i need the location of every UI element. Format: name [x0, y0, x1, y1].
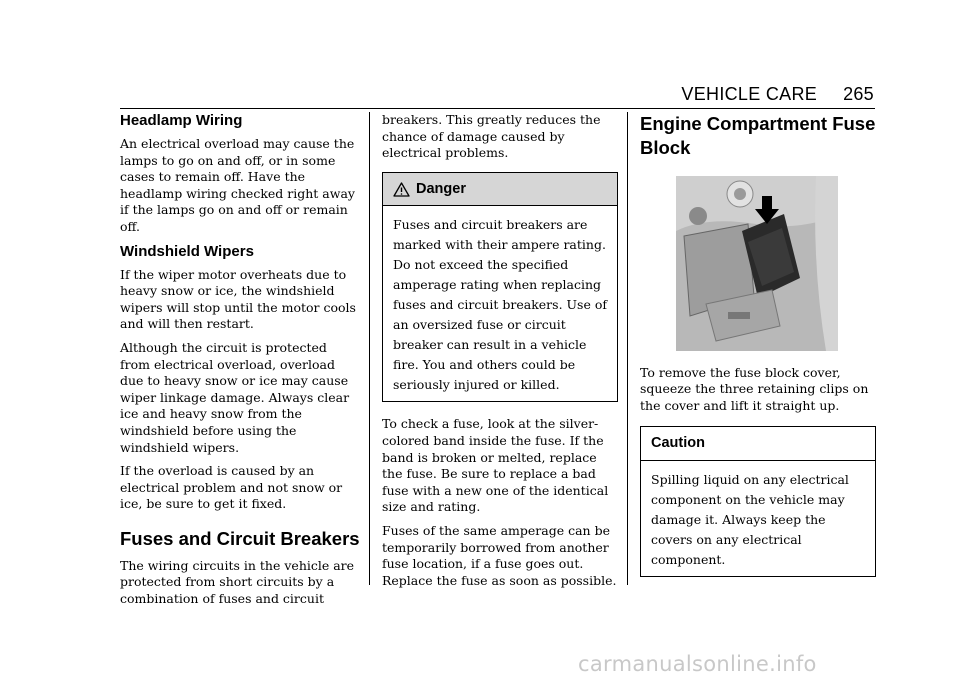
- paragraph: To check a fuse, look at the silver-colored band inside the fuse. If the band is broken or melted, replace the fuse. Be sure to replace a bad fuse with a new one of the identical size and rating.: [382, 416, 609, 515]
- column-divider: [369, 112, 370, 585]
- paragraph: If the overload is caused by an electrical problem and not snow or ice, be sure to get it fixed.: [120, 463, 343, 512]
- danger-header: [383, 173, 617, 207]
- paragraph: Fuses of the same amperage can be temporarily borrowed from another fuse location, if a fuse goes out. Replace the fuse as soon as possible.: [382, 522, 617, 588]
- paragraph: If the wiper motor overheats due to heavy snow or ice, the windshield wipers will stop until the motor cools and will then restart.: [120, 266, 356, 332]
- paragraph: To remove the fuse block cover, squeeze the three retaining clips on the cover and lift it straight up.: [640, 364, 869, 413]
- danger-text: Fuses and circuit breakers are marked with their ampere rating. Do not exceed the specified amperage rating when replacing fuses and circuit breakers. Use of an oversized fuse or circuit breaker can result in a vehicle fire. You and others could be seriously injured or killed.: [393, 217, 607, 393]
- danger-title: Danger: [416, 180, 466, 197]
- column-2: [382, 112, 618, 596]
- heading-fuses-circuit-breakers: Fuses and Circuit Breakers: [120, 527, 360, 549]
- paragraph: breakers. This greatly reduces the chance of damage caused by electrical problems.: [382, 112, 601, 161]
- page-number: 265: [843, 84, 874, 104]
- paragraph: Although the circuit is protected from electrical overload, overload due to heavy snow or ice may cause wiper linkage damage. Always clear ice and heavy snow from the windshield before using the windshield wipers.: [120, 339, 350, 455]
- section-title: VEHICLE CARE: [681, 84, 818, 104]
- engine-fuse-block-photo: [676, 176, 838, 351]
- heading-engine-compartment-fuse-block: Engine Compartment Fuse Block: [640, 113, 876, 158]
- caution-text: Spilling liquid on any electrical component on the vehicle may damage it. Always keep the covers on any electrical component.: [651, 471, 849, 567]
- column-3: [640, 112, 876, 591]
- warning-triangle-icon: [393, 182, 410, 197]
- paragraph: The wiring circuits in the vehicle are protected from short circuits by a combination of fuses and circuit: [120, 557, 355, 607]
- paragraph: An electrical overload may cause the lamps to go on and off, or in some cases to remain off. Have the headlamp wiring checked right away if the lamps go on and off or remain off.: [120, 136, 355, 234]
- column-1: [120, 112, 360, 615]
- caution-header: [641, 427, 875, 461]
- danger-box: [382, 172, 618, 403]
- caution-title: Caution: [651, 435, 705, 452]
- caution-box: [640, 426, 876, 577]
- running-header: [681, 84, 874, 105]
- heading-headlamp-wiring: Headlamp Wiring: [120, 112, 243, 129]
- heading-windshield-wipers: Windshield Wipers: [120, 242, 254, 260]
- column-divider: [627, 112, 628, 585]
- watermark: carmanualsonline.info: [578, 652, 817, 676]
- header-rule: [120, 108, 875, 109]
